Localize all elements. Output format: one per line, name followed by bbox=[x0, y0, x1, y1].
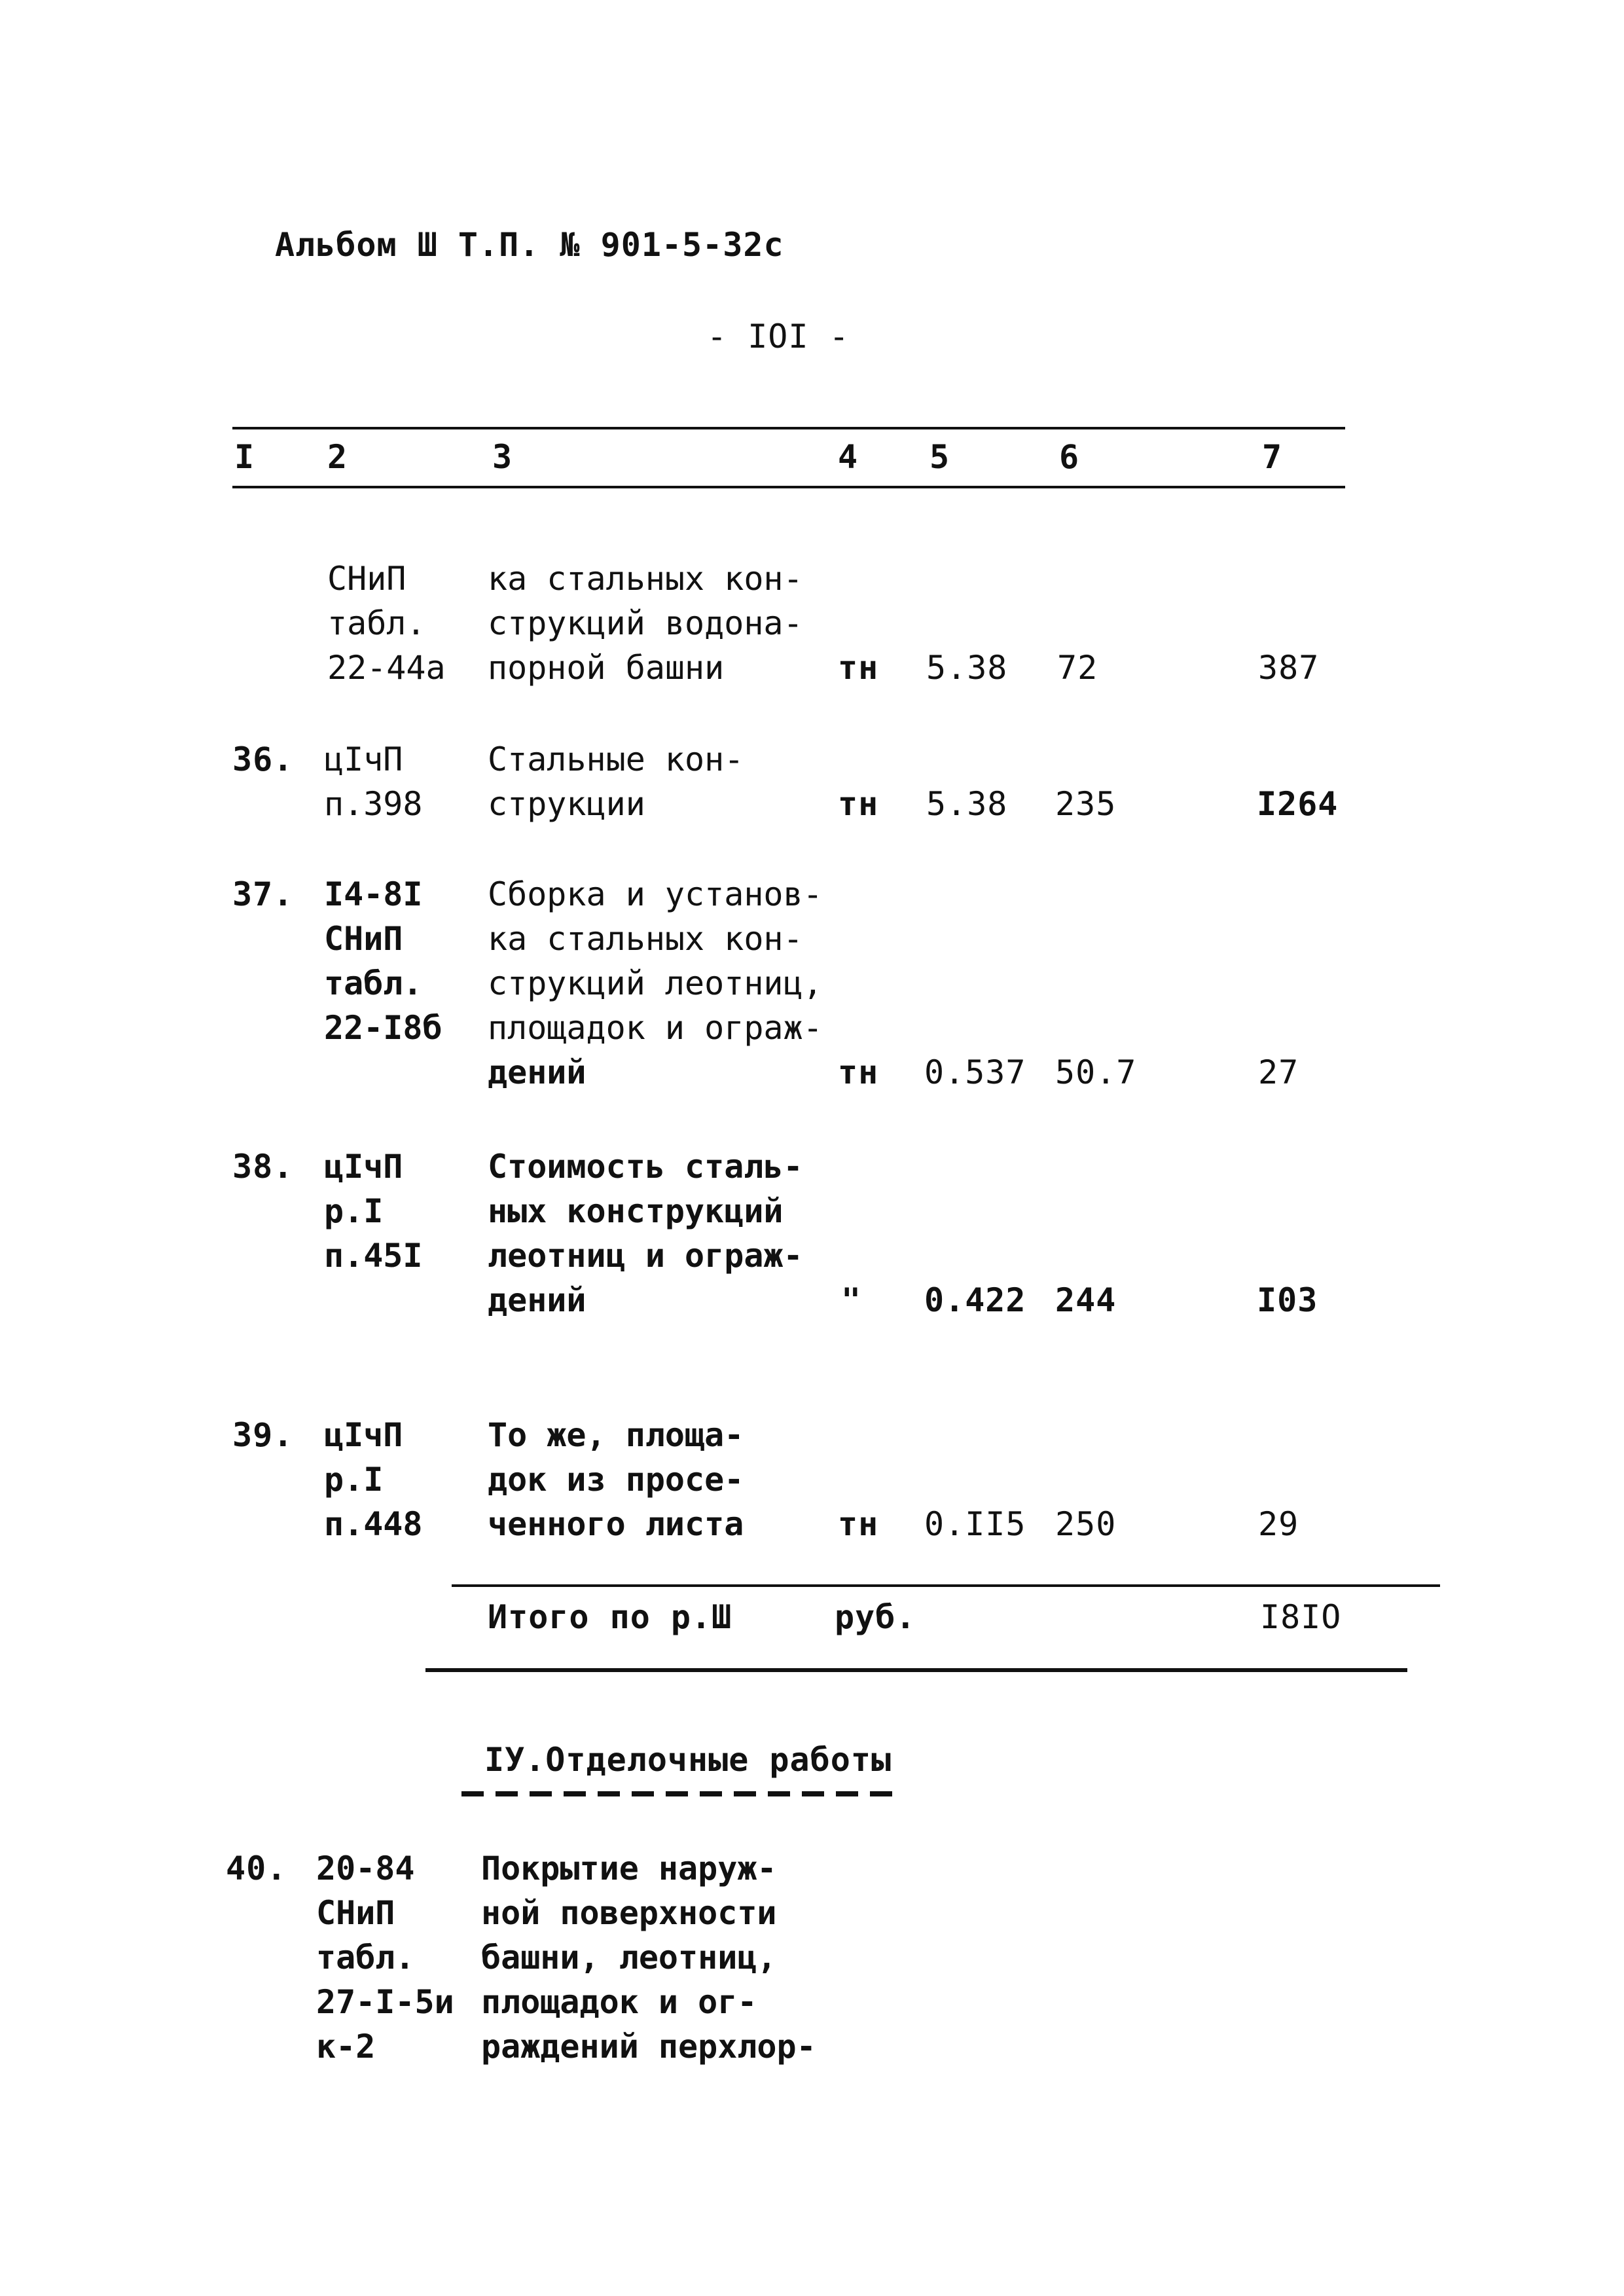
code-line: табл. bbox=[327, 604, 426, 642]
table-row-qty: 0.537 bbox=[924, 1053, 1026, 1091]
name-line: То же, площа- bbox=[488, 1416, 744, 1454]
column-header-5: 5 bbox=[929, 438, 950, 476]
table-row-qty: 0.II5 bbox=[924, 1505, 1026, 1543]
table-row-unit: тн bbox=[838, 785, 879, 823]
code-line: 22-I8б bbox=[324, 1009, 442, 1047]
code-line: цIчП bbox=[324, 740, 403, 778]
table-row-number: 39. bbox=[232, 1416, 294, 1454]
name-line: ченного листа bbox=[488, 1505, 744, 1543]
code-line: цIчП bbox=[324, 1148, 403, 1186]
code-line: 20-84 bbox=[316, 1850, 415, 1887]
name-line: струкций водона- bbox=[488, 604, 803, 642]
subtotal-unit: руб. bbox=[835, 1598, 916, 1636]
code-line: 27-I-5и bbox=[316, 1983, 454, 2021]
table-header-rule bbox=[232, 486, 1345, 488]
subtotal-label: Итого по р.Ш bbox=[488, 1598, 732, 1636]
table-row-unit: " bbox=[841, 1281, 862, 1319]
table-row-total: I03 bbox=[1257, 1281, 1318, 1319]
name-line: дений bbox=[488, 1281, 586, 1319]
name-line: струкции bbox=[488, 785, 645, 823]
name-line: площадок и ог- bbox=[481, 1983, 757, 2021]
code-line: р.I bbox=[324, 1192, 384, 1230]
name-line: дений bbox=[488, 1053, 586, 1091]
table-row-name bbox=[488, 737, 744, 826]
name-line: ка стальных кон- bbox=[488, 560, 803, 598]
table-row-code bbox=[327, 556, 446, 690]
name-line: площадок и ограж- bbox=[488, 1009, 823, 1047]
section-title: IУ.Отделочные работы bbox=[484, 1741, 892, 1779]
code-line: цIчП bbox=[324, 1416, 403, 1454]
name-line: ной поверхности bbox=[481, 1894, 777, 1932]
code-line: I4-8I bbox=[324, 875, 423, 913]
table-row-total: 29 bbox=[1258, 1505, 1299, 1543]
subtotal-total: I8IO bbox=[1260, 1598, 1342, 1636]
code-line: п.398 bbox=[324, 785, 423, 823]
table-row-unit: тн bbox=[838, 1505, 879, 1543]
name-line: раждений перхлор- bbox=[481, 2028, 816, 2066]
table-row-number: 37. bbox=[232, 875, 294, 913]
table-row-price: 235 bbox=[1055, 785, 1117, 823]
subtotal-bottom-rule bbox=[425, 1668, 1407, 1672]
page-number: - IOI - bbox=[707, 318, 850, 355]
table-row-qty: 5.38 bbox=[926, 649, 1008, 687]
table-row-code bbox=[324, 1413, 423, 1546]
name-line: струкций леотниц, bbox=[488, 964, 823, 1002]
name-line: башни, леотниц, bbox=[481, 1939, 777, 1977]
name-line: ка стальных кон- bbox=[488, 920, 803, 958]
column-header-3: 3 bbox=[492, 438, 513, 476]
code-line: СНиП bbox=[324, 920, 403, 958]
table-row-qty: 5.38 bbox=[926, 785, 1008, 823]
table-row-code bbox=[324, 737, 423, 826]
code-line: СНиП bbox=[327, 560, 406, 598]
subtotal-top-rule bbox=[452, 1584, 1440, 1587]
table-row-total: I264 bbox=[1257, 785, 1339, 823]
table-row-unit: тн bbox=[838, 1053, 879, 1091]
name-line: Покрытие наруж- bbox=[481, 1850, 777, 1887]
table-row-number: 40. bbox=[226, 1850, 287, 1887]
code-line: п.448 bbox=[324, 1505, 423, 1543]
table-row-code bbox=[316, 1846, 454, 2069]
table-row-name bbox=[481, 1846, 816, 2069]
table-row-total: 27 bbox=[1258, 1053, 1299, 1091]
column-header-2: 2 bbox=[327, 438, 348, 476]
name-line: порной башни bbox=[488, 649, 725, 687]
code-line: табл. bbox=[316, 1939, 415, 1977]
table-row-price: 244 bbox=[1055, 1281, 1117, 1319]
column-header-6: 6 bbox=[1059, 438, 1080, 476]
table-row-name bbox=[488, 1144, 803, 1322]
column-header-4: 4 bbox=[838, 438, 859, 476]
code-line: СНиП bbox=[316, 1894, 395, 1932]
column-header-7: 7 bbox=[1262, 438, 1283, 476]
table-row-name bbox=[488, 872, 823, 1095]
code-line: к-2 bbox=[316, 2028, 376, 2066]
table-row-price: 72 bbox=[1057, 649, 1098, 687]
name-line: Сборка и установ- bbox=[488, 875, 823, 913]
code-line: р.I bbox=[324, 1461, 384, 1499]
table-row-name bbox=[488, 556, 803, 690]
table-row-number: 38. bbox=[232, 1148, 294, 1186]
table-top-rule bbox=[232, 427, 1345, 429]
table-row-name bbox=[488, 1413, 744, 1546]
name-line: леотниц и ограж- bbox=[488, 1237, 803, 1275]
code-line: п.45I bbox=[324, 1237, 423, 1275]
name-line: Стальные кон- bbox=[488, 740, 744, 778]
album-reference: Альбом Ш Т.П. № 901-5-32с bbox=[275, 226, 784, 264]
table-row-unit: тн bbox=[838, 649, 879, 687]
table-row-number: 36. bbox=[232, 740, 294, 778]
table-row-code bbox=[324, 1144, 423, 1278]
code-line: табл. bbox=[324, 964, 423, 1002]
section-title-underline bbox=[461, 1787, 893, 1800]
name-line: док из просе- bbox=[488, 1461, 744, 1499]
name-line: ных конструкций bbox=[488, 1192, 784, 1230]
table-row-total: 387 bbox=[1258, 649, 1320, 687]
table-row-price: 250 bbox=[1055, 1505, 1117, 1543]
table-row-code bbox=[324, 872, 442, 1050]
table-row-price: 50.7 bbox=[1055, 1053, 1137, 1091]
column-header-1: I bbox=[234, 438, 255, 476]
table-row-qty: 0.422 bbox=[924, 1281, 1026, 1319]
name-line: Стоимость сталь- bbox=[488, 1148, 803, 1186]
code-line: 22-44а bbox=[327, 649, 446, 687]
